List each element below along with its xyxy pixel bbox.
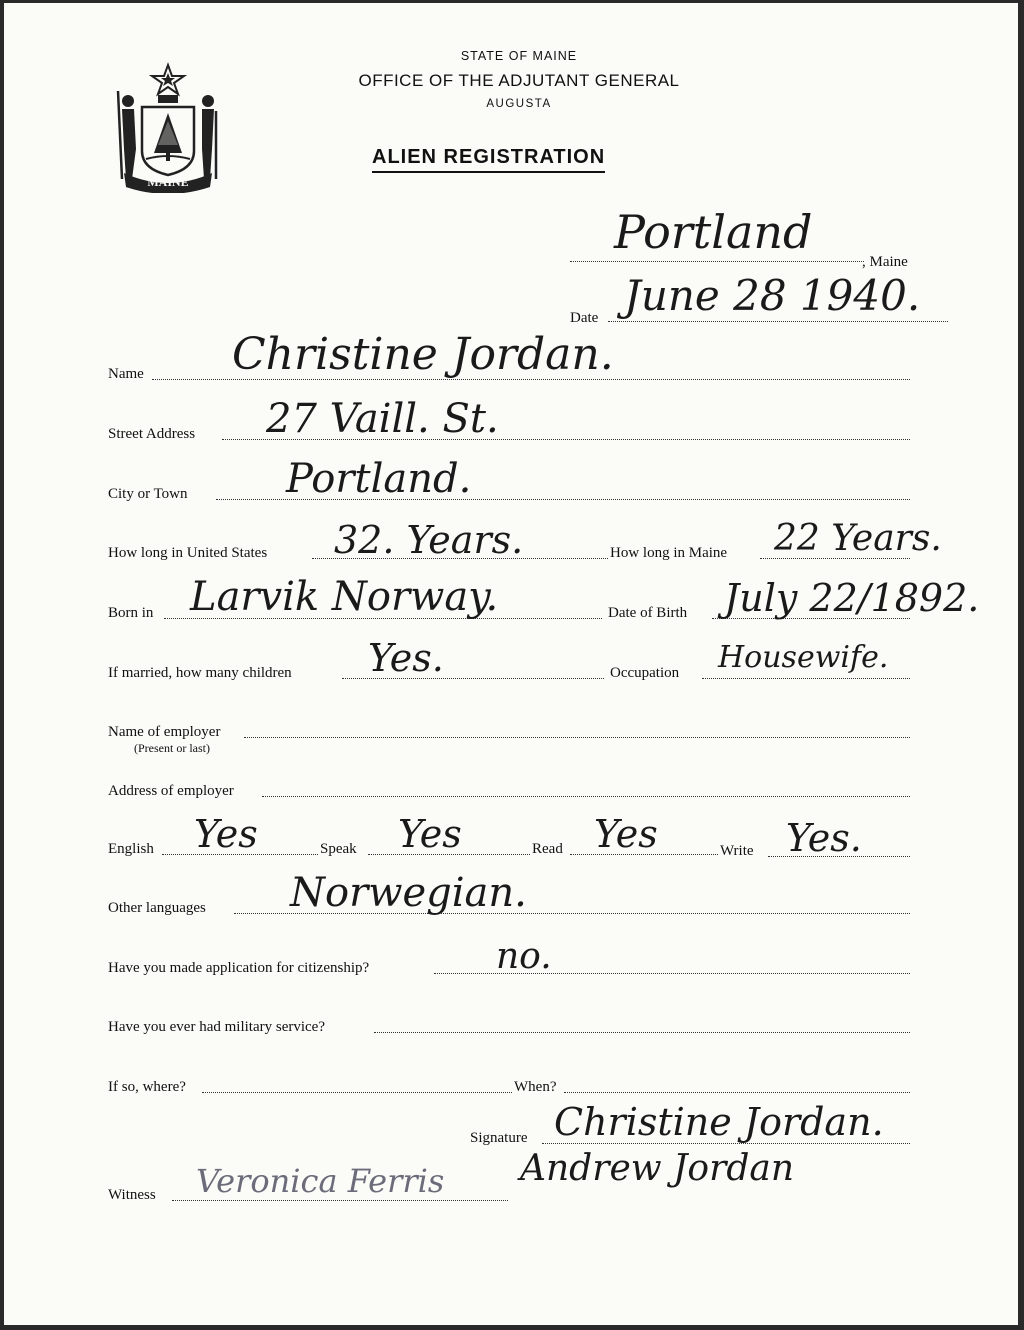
employer-address-line — [262, 796, 910, 797]
born-in-value: Larvik Norway. — [190, 574, 499, 620]
when-label: When? — [514, 1079, 557, 1095]
registration-form — [4, 3, 1018, 1325]
children-value: Yes. — [368, 636, 444, 680]
read-label: Read — [532, 841, 563, 857]
where-line — [202, 1092, 512, 1093]
witness-line — [172, 1200, 508, 1201]
date-value: June 28 1940. — [624, 271, 921, 320]
children-label: If married, how many children — [108, 665, 292, 681]
english-value: Yes — [194, 812, 258, 856]
english-label: English — [108, 841, 154, 857]
dob-label: Date of Birth — [608, 605, 688, 621]
dob-value: July 22/1892. — [724, 576, 980, 620]
occupation-line — [702, 678, 910, 679]
maine-label: , Maine — [862, 254, 908, 270]
witness-label: Witness — [108, 1187, 156, 1203]
maine-years-value: 22 Years. — [774, 518, 942, 559]
seal-motto: MAINE — [147, 175, 189, 189]
place-line — [570, 261, 864, 262]
citizenship-value: no. — [496, 936, 552, 977]
street-label: Street Address — [108, 426, 196, 442]
city-label: City or Town — [108, 486, 188, 502]
employer-line — [244, 737, 910, 738]
employer-label: Name of employer — [108, 724, 221, 740]
second-witness-signature: Andrew Jordan — [520, 1148, 795, 1189]
signature-value: Christine Jordan. — [554, 1100, 884, 1144]
date-label: Date — [570, 310, 599, 326]
other-languages-value: Norwegian. — [290, 870, 527, 916]
when-line — [564, 1092, 910, 1093]
maine-years-label: How long in Maine — [610, 545, 728, 561]
witness-value: Veronica Ferris — [196, 1162, 445, 1200]
form-title: ALIEN REGISTRATION — [372, 146, 605, 173]
signature-label: Signature — [470, 1130, 528, 1146]
employer-address-label: Address of employer — [108, 783, 234, 799]
name-label: Name — [108, 366, 144, 382]
write-value: Yes. — [786, 816, 862, 860]
occupation-label: Occupation — [610, 665, 680, 681]
office-heading: OFFICE OF THE ADJUTANT GENERAL — [358, 71, 680, 90]
occupation-value: Housewife. — [718, 640, 889, 675]
other-languages-label: Other languages — [108, 900, 206, 916]
speak-label: Speak — [320, 841, 357, 857]
city-value: Portland. — [286, 456, 472, 502]
where-label: If so, where? — [108, 1079, 186, 1095]
place-value: Portland — [614, 205, 813, 259]
city-heading: AUGUSTA — [486, 98, 552, 110]
employer-note: (Present or last) — [134, 741, 210, 755]
state-seal-icon — [112, 61, 224, 193]
us-years-label: How long in United States — [108, 545, 268, 561]
write-label: Write — [720, 843, 754, 859]
us-years-value: 32. Years. — [334, 518, 524, 562]
military-line — [374, 1032, 910, 1033]
born-in-label: Born in — [108, 605, 154, 621]
citizenship-label: Have you made application for citizenship? — [108, 960, 370, 976]
state-heading: STATE OF MAINE — [460, 49, 578, 63]
military-label: Have you ever had military service? — [108, 1019, 325, 1035]
speak-value: Yes — [398, 812, 462, 856]
name-value: Christine Jordan. — [232, 329, 614, 380]
street-value: 27 Vaill. St. — [266, 396, 499, 442]
date-line — [608, 321, 948, 322]
read-value: Yes — [594, 812, 658, 856]
